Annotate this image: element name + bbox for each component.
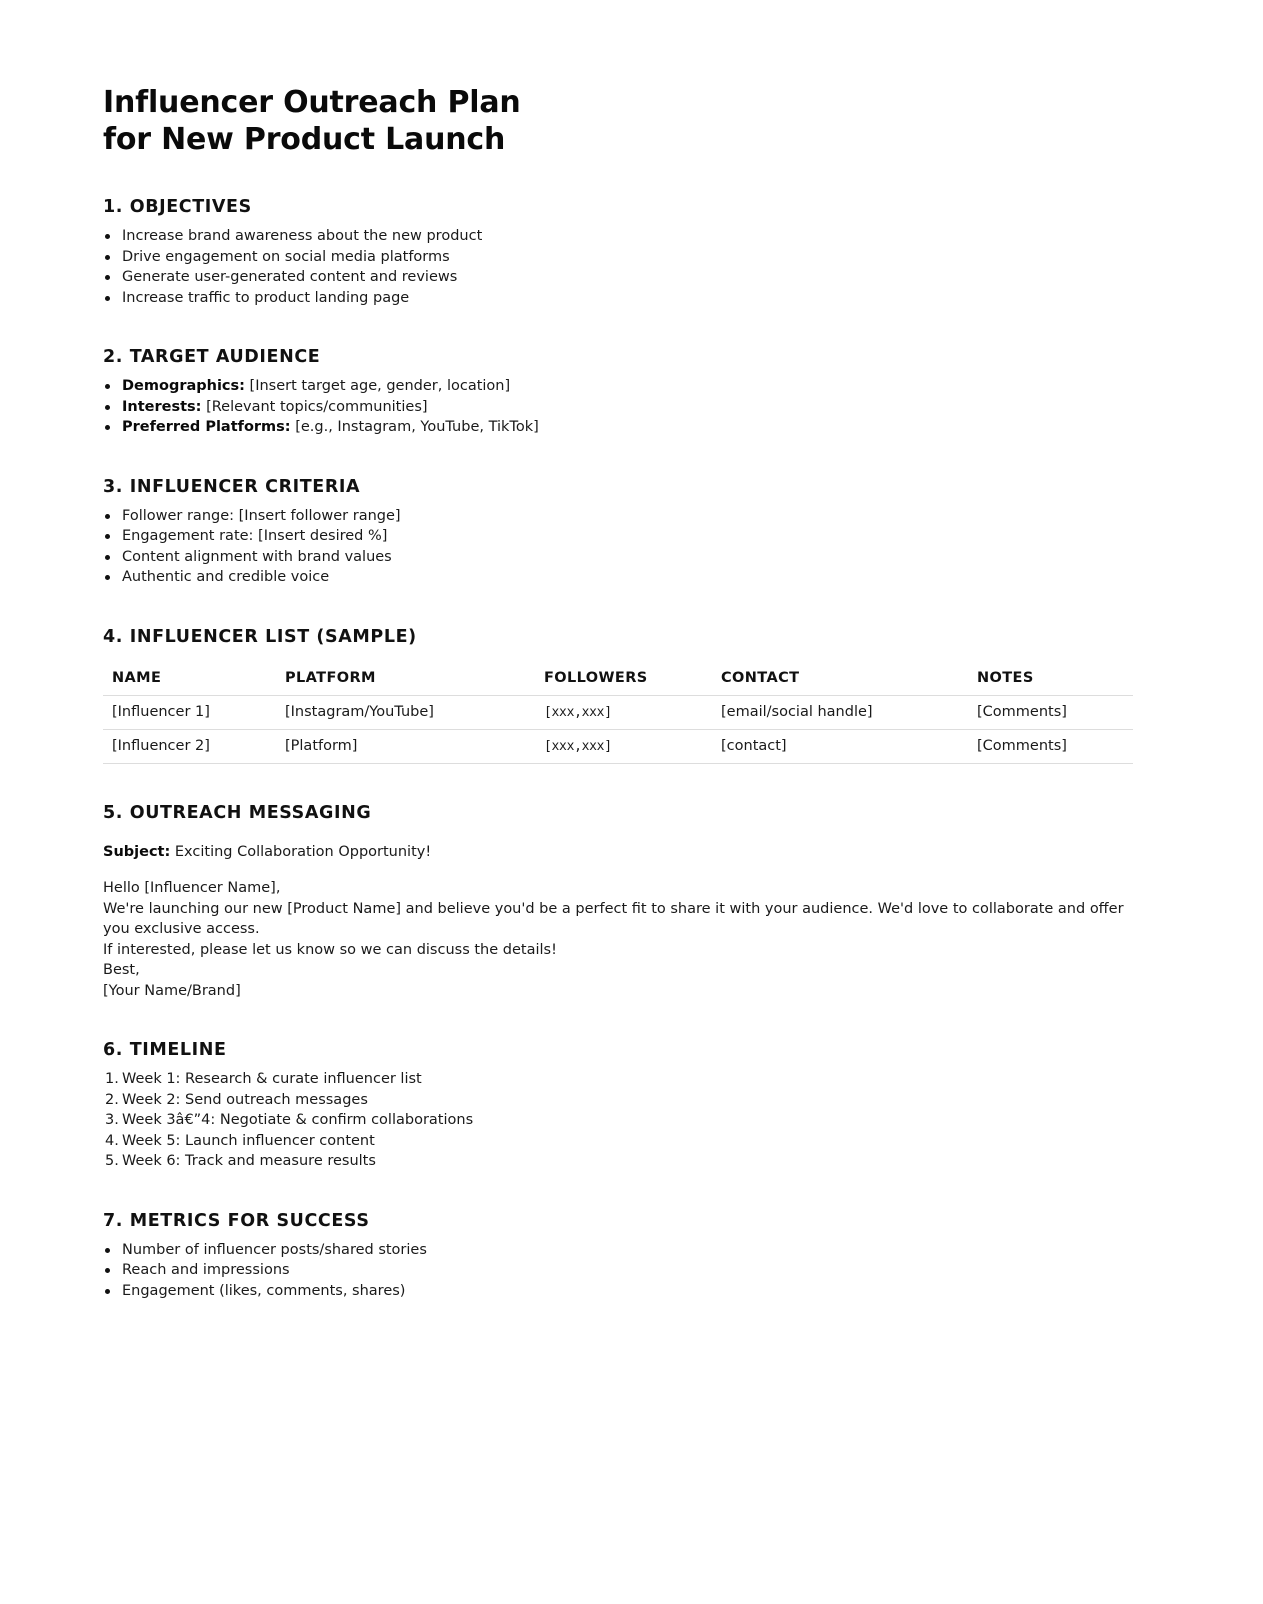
list-item: Follower range: [Insert follower range] bbox=[103, 506, 1133, 527]
bullet-icon bbox=[105, 575, 110, 580]
table-row bbox=[103, 695, 1133, 729]
bullet-icon bbox=[105, 255, 110, 260]
bullet-icon bbox=[105, 1248, 110, 1253]
section-heading: 7. METRICS FOR SUCCESS bbox=[103, 1210, 370, 1231]
column-header-followers: FOLLOWERS bbox=[535, 668, 712, 696]
cell-followers: [xxx,xxx] bbox=[535, 695, 712, 729]
bullet-icon bbox=[105, 296, 110, 301]
list-item: Demographics: [Insert target age, gender, location] bbox=[103, 376, 1133, 397]
cell-name: [Influencer 1] bbox=[103, 695, 276, 729]
influencer-table bbox=[103, 668, 1133, 764]
list-item: Number of influencer posts/shared stories bbox=[103, 1240, 1133, 1261]
section-target-audience bbox=[103, 345, 1133, 438]
cell-contact: [email/social handle] bbox=[712, 695, 968, 729]
bullet-icon bbox=[105, 534, 110, 539]
list-item: Authentic and credible voice bbox=[103, 567, 1133, 588]
bullet-icon bbox=[105, 234, 110, 239]
bullet-icon bbox=[105, 1268, 110, 1273]
title-line-2: for New Product Launch bbox=[103, 122, 506, 157]
message-body bbox=[103, 878, 1133, 1001]
section-metrics bbox=[103, 1209, 1133, 1302]
list-item: Interests: [Relevant topics/communities] bbox=[103, 397, 1133, 418]
table-header-row bbox=[103, 668, 1133, 696]
section-timeline bbox=[103, 1038, 1133, 1172]
column-header-contact: CONTACT bbox=[712, 668, 968, 696]
list-item: 5. Week 6: Track and measure results bbox=[105, 1153, 376, 1169]
section-heading: 3. INFLUENCER CRITERIA bbox=[103, 476, 361, 497]
cell-notes: [Comments] bbox=[968, 729, 1133, 763]
column-header-name: NAME bbox=[103, 668, 276, 696]
list-item: Increase traffic to product landing page bbox=[103, 288, 1133, 309]
bullet-icon bbox=[105, 275, 110, 280]
list-item: Drive engagement on social media platforms bbox=[103, 247, 1133, 268]
list-item: Engagement rate: [Insert desired %] bbox=[103, 526, 1133, 547]
section-heading: 5. OUTREACH MESSAGING bbox=[103, 802, 372, 823]
bullet-icon bbox=[105, 1289, 110, 1294]
bullet-icon bbox=[105, 555, 110, 560]
cell-name: [Influencer 2] bbox=[103, 729, 276, 763]
bullet-icon bbox=[105, 425, 110, 430]
table-row bbox=[103, 729, 1133, 763]
timeline-list bbox=[103, 1069, 1133, 1172]
list-item: Content alignment with brand values bbox=[103, 547, 1133, 568]
metrics-list bbox=[103, 1240, 1133, 1302]
section-influencer-criteria bbox=[103, 475, 1133, 588]
column-header-platform: PLATFORM bbox=[276, 668, 535, 696]
cell-contact: [contact] bbox=[712, 729, 968, 763]
list-item: Increase brand awareness about the new product bbox=[103, 226, 1133, 247]
cell-followers: [xxx,xxx] bbox=[535, 729, 712, 763]
subject-line: Subject: Exciting Collaboration Opportunity! bbox=[103, 843, 432, 860]
section-heading: 2. TARGET AUDIENCE bbox=[103, 347, 321, 367]
cell-platform: [Instagram/YouTube] bbox=[276, 695, 535, 729]
list-item: 3. Week 3â€”4: Negotiate & confirm collaborations bbox=[105, 1112, 474, 1128]
message-line: Best, bbox=[103, 962, 140, 978]
bullet-icon bbox=[105, 405, 110, 410]
message-line: If interested, please let us know so we can discuss the details! bbox=[103, 941, 557, 958]
section-heading: 6. TIMELINE bbox=[103, 1040, 227, 1060]
section-objectives bbox=[103, 195, 1133, 308]
list-item: Generate user-generated content and reviews bbox=[103, 267, 1133, 288]
message-line: We're launching our new [Product Name] and believe you'd be a perfect fit to share it with your audience. We'd love to collaborate and offer you exclusive access. bbox=[103, 900, 1124, 937]
cell-platform: [Platform] bbox=[276, 729, 535, 763]
list-item: 2. Week 2: Send outreach messages bbox=[105, 1091, 368, 1108]
document bbox=[103, 84, 1133, 1301]
section-outreach-messaging bbox=[103, 801, 1133, 1002]
document-title bbox=[103, 84, 1133, 158]
list-item: 4. Week 5: Launch influencer content bbox=[105, 1132, 375, 1149]
section-heading: 4. INFLUENCER LIST (SAMPLE) bbox=[103, 626, 417, 647]
message-line: [Your Name/Brand] bbox=[103, 982, 241, 999]
message-line: Hello [Influencer Name], bbox=[103, 880, 281, 896]
bullet-icon bbox=[105, 514, 110, 519]
criteria-list bbox=[103, 506, 1133, 588]
cell-notes: [Comments] bbox=[968, 695, 1133, 729]
section-heading: 1. OBJECTIVES bbox=[103, 197, 252, 217]
bullet-icon bbox=[105, 384, 110, 389]
list-item: 1. Week 1: Research & curate influencer list bbox=[105, 1071, 422, 1087]
audience-list bbox=[103, 376, 1133, 438]
column-header-notes: NOTES bbox=[968, 668, 1133, 696]
section-influencer-list bbox=[103, 625, 1133, 764]
list-item: Preferred Platforms: [e.g., Instagram, YouTube, TikTok] bbox=[103, 417, 1133, 438]
list-item: Reach and impressions bbox=[103, 1260, 1133, 1281]
objectives-list bbox=[103, 226, 1133, 308]
list-item: Engagement (likes, comments, shares) bbox=[103, 1281, 1133, 1302]
title-line-1: Influencer Outreach Plan bbox=[103, 85, 521, 120]
